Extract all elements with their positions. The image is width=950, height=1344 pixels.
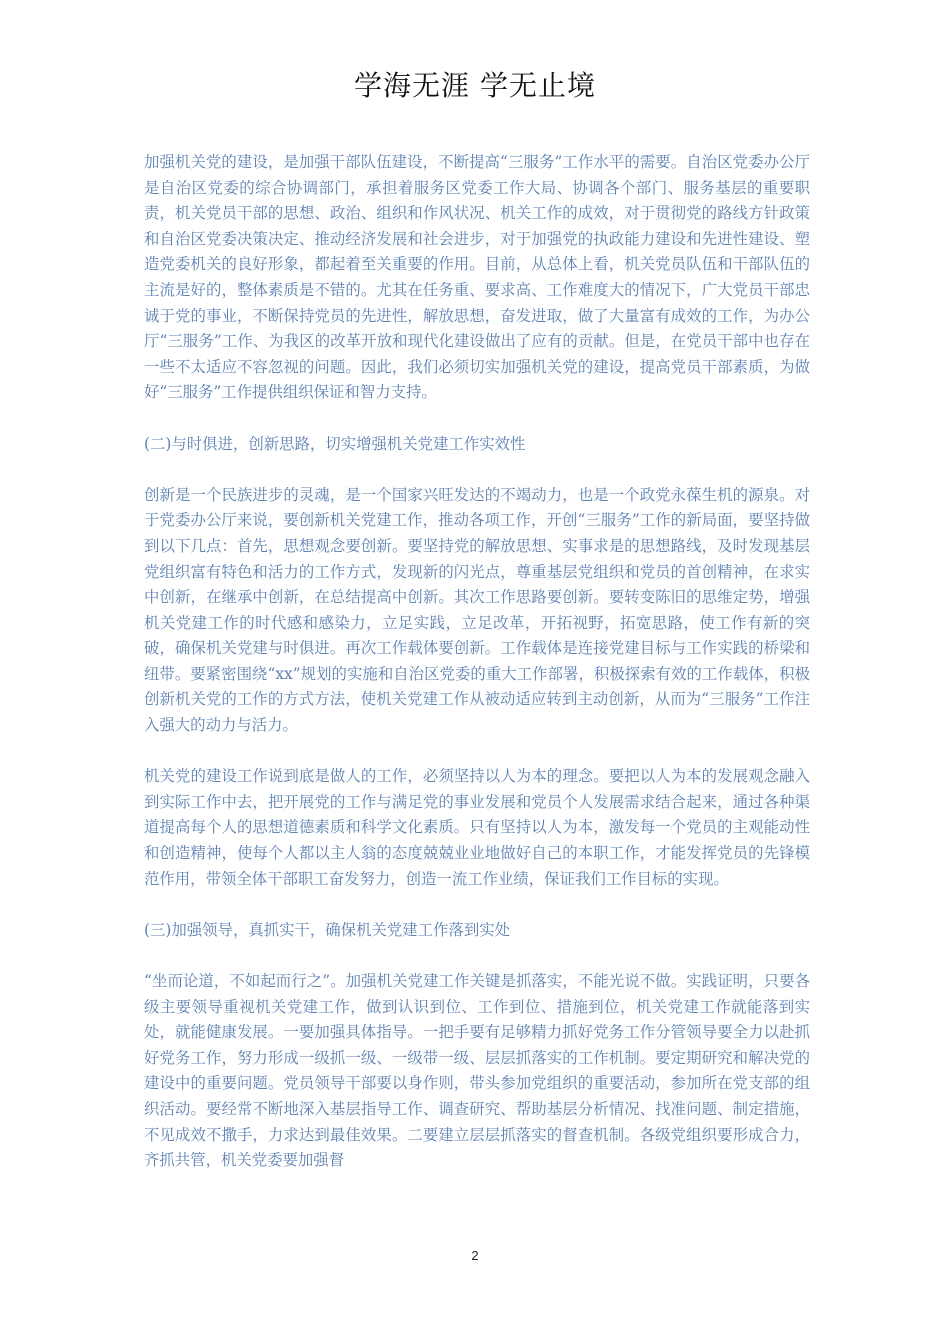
document-body (144, 150, 810, 1199)
body-paragraph: “坐而论道，不如起而行之”。加强机关党建工作关键是抓落实，不能光说不做。实践证明，只要各级主要领导重视机关党建工作，做到认识到位、工作到位、措施到位，机关党建工作就能落到实处，就能健康发展。一要加强具体指导。一把手要有足够精力抓好党务工作分管领导要全力以赴抓好党务工作，努力形成一级抓一级、一级带一级、层层抓落实的工作机制。要定期研究和解决党的建设中的重要问题。党员领导干部要以身作则，带头参加党组织的重要活动，参加所在党支部的组织活动。要经常不断地深入基层指导工作、调查研究、帮助基层分析情况、找准问题、制定措施，不见成效不撒手，力求达到最佳效果。二要建立层层抓落实的督查机制。各级党组织要形成合力，齐抓共管，机关党委要加强督 (144, 972, 810, 1170)
body-paragraph: 创新是一个民族进步的灵魂，是一个国家兴旺发达的不竭动力，也是一个政党永葆生机的源泉。对于党委办公厅来说，要创新机关党建工作，推动各项工作，开创“三服务”工作的新局面，要坚持做到以下几点：首先，思想观念要创新。要坚持党的解放思想、实事求是的思想路线，及时发现基层党组织富有特色和活力的工作方式，发现新的闪光点，尊重基层党组织和党员的首创精神，在求实中创新，在继承中创新，在总结提高中创新。其次工作思路要创新。要转变陈旧的思维定势，增强机关党建工作的时代感和感染力，立足实践，立足改革，开拓视野，拓宽思路，使工作有新的突破，确保机关党建与时俱进。再次工作载体要创新。工作载体是连接党建目标与工作实践的桥梁和纽带。要紧密围绕“xx”规划的实施和自治区党委的重大工作部署，积极探索有效的工作载体，积极创新机关党的工作的方式方法，使机关党建工作从被动适应转到主动创新，从而为“三服务”工作注入强大的动力与活力。 (144, 485, 810, 735)
section-heading: (三)加强领导，真抓实干，确保机关党建工作落到实处 (144, 920, 510, 939)
body-paragraph: 加强机关党的建设，是加强干部队伍建设，不断提高“三服务”工作水平的需要。自治区党委办公厅是自治区党委的综合协调部门，承担着服务区党委工作大局、协调各个部门、服务基层的重要职责，机关党员干部的思想、政治、组织和作风状况、机关工作的成效，对于贯彻党的路线方针政策和自治区党委决策决定、推动经济发展和社会进步，对于加强党的执政能力建设和先进性建设、塑造党委机关的良好形象，都起着至关重要的作用。目前，从总体上看，机关党员队伍和干部队伍的主流是好的，整体素质是不错的。尤其在任务重、要求高、工作难度大的情况下，广大党员干部忠诚于党的事业，不断保持党员的先进性，解放思想，奋发进取，做了大量富有成效的工作，为办公厅“三服务”工作、为我区的改革开放和现代化建设做出了应有的贡献。但是，在党员干部中也存在一些不太适应不容忽视的问题。因此，我们必须切实加强机关党的建设，提高党员干部素质，为做好“三服务”工作提供组织保证和智力支持。 (144, 153, 810, 402)
section-heading: (二)与时俱进，创新思路，切实增强机关党建工作实效性 (144, 434, 526, 453)
page-number: 2 (471, 1248, 479, 1263)
body-paragraph: 机关党的建设工作说到底是做人的工作，必须坚持以人为本的理念。要把以人为本的发展观念融入到实际工作中去，把开展党的工作与满足党的事业发展和党员个人发展需求结合起来，通过各种渠道提高每个人的思想道德素质和科学文化素质。只有坚持以人为本，激发每一个党员的主观能动性和创造精神，使每个人都以主人翁的态度兢兢业业地做好自己的本职工作，才能发挥党员的先锋模范作用，带领全体干部职工奋发努力，创造一流工作业绩，保证我们工作目标的实现。 (144, 767, 810, 888)
page-header-title: 学海无涯 学无止境 (354, 69, 596, 102)
